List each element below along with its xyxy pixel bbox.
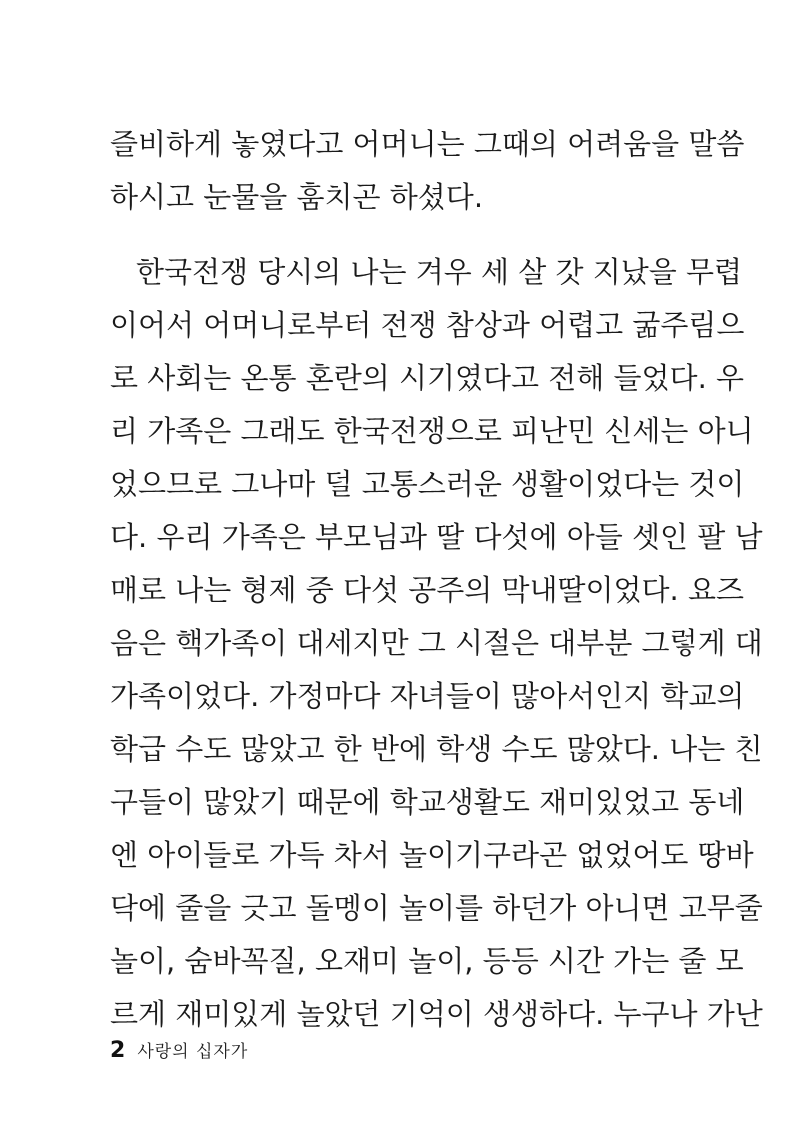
paragraph-war-childhood xyxy=(110,246,763,1041)
paragraph-continued xyxy=(110,118,745,224)
paragraph-line: 음은 핵가족이 대세지만 그 시절은 대부분 그렇게 대 xyxy=(110,626,763,660)
paragraph-line: 닥에 줄을 긋고 돌멩이 놀이를 하던가 아니면 고무줄 xyxy=(110,891,763,925)
paragraph-line: 르게 재미있게 놀았던 기억이 생생하다. 누구나 가난 xyxy=(110,997,763,1031)
paragraph-line: 학급 수도 많았고 한 반에 학생 수도 많았다. 나는 친 xyxy=(110,732,763,766)
running-book-title: 사랑의 십자가 xyxy=(137,1042,249,1062)
paragraph-line: 매로 나는 형제 중 다섯 공주의 막내딸이었다. 요즈 xyxy=(110,573,745,607)
paragraph-line: 로 사회는 온통 혼란의 시기였다고 전해 들었다. 우 xyxy=(110,361,745,395)
paragraph-line: 었으므로 그나마 덜 고통스러운 생활이었다는 것이 xyxy=(110,467,745,501)
page-footer xyxy=(110,1037,248,1063)
paragraph-line: 하시고 눈물을 훔치곤 하셨다. xyxy=(110,180,484,214)
paragraph-line: 가족이었다. 가정마다 자녀들이 많아서인지 학교의 xyxy=(110,679,745,713)
paragraph-line: 이어서 어머니로부터 전쟁 참상과 어렵고 굶주림으 xyxy=(110,308,745,342)
paragraph-line: 구들이 많았기 때문에 학교생활도 재미있었고 동네 xyxy=(110,785,745,819)
page-number: 2 xyxy=(110,1038,126,1063)
paragraph-line: 놀이, 숨바꼭질, 오재미 놀이, 등등 시간 가는 줄 모 xyxy=(110,944,744,978)
paragraph-line: 다. 우리 가족은 부모님과 딸 다섯에 아들 셋인 팔 남 xyxy=(110,520,763,554)
paragraph-line: 엔 아이들로 가득 차서 놀이기구라곤 없었어도 땅바 xyxy=(110,838,754,872)
paragraph-line: 리 가족은 그래도 한국전쟁으로 피난민 신세는 아니 xyxy=(110,414,754,448)
paragraph-line: 한국전쟁 당시의 나는 겨우 세 살 갓 지났을 무렵 xyxy=(136,255,743,289)
paragraph-line: 즐비하게 놓였다고 어머니는 그때의 어려움을 말씀 xyxy=(110,127,745,161)
